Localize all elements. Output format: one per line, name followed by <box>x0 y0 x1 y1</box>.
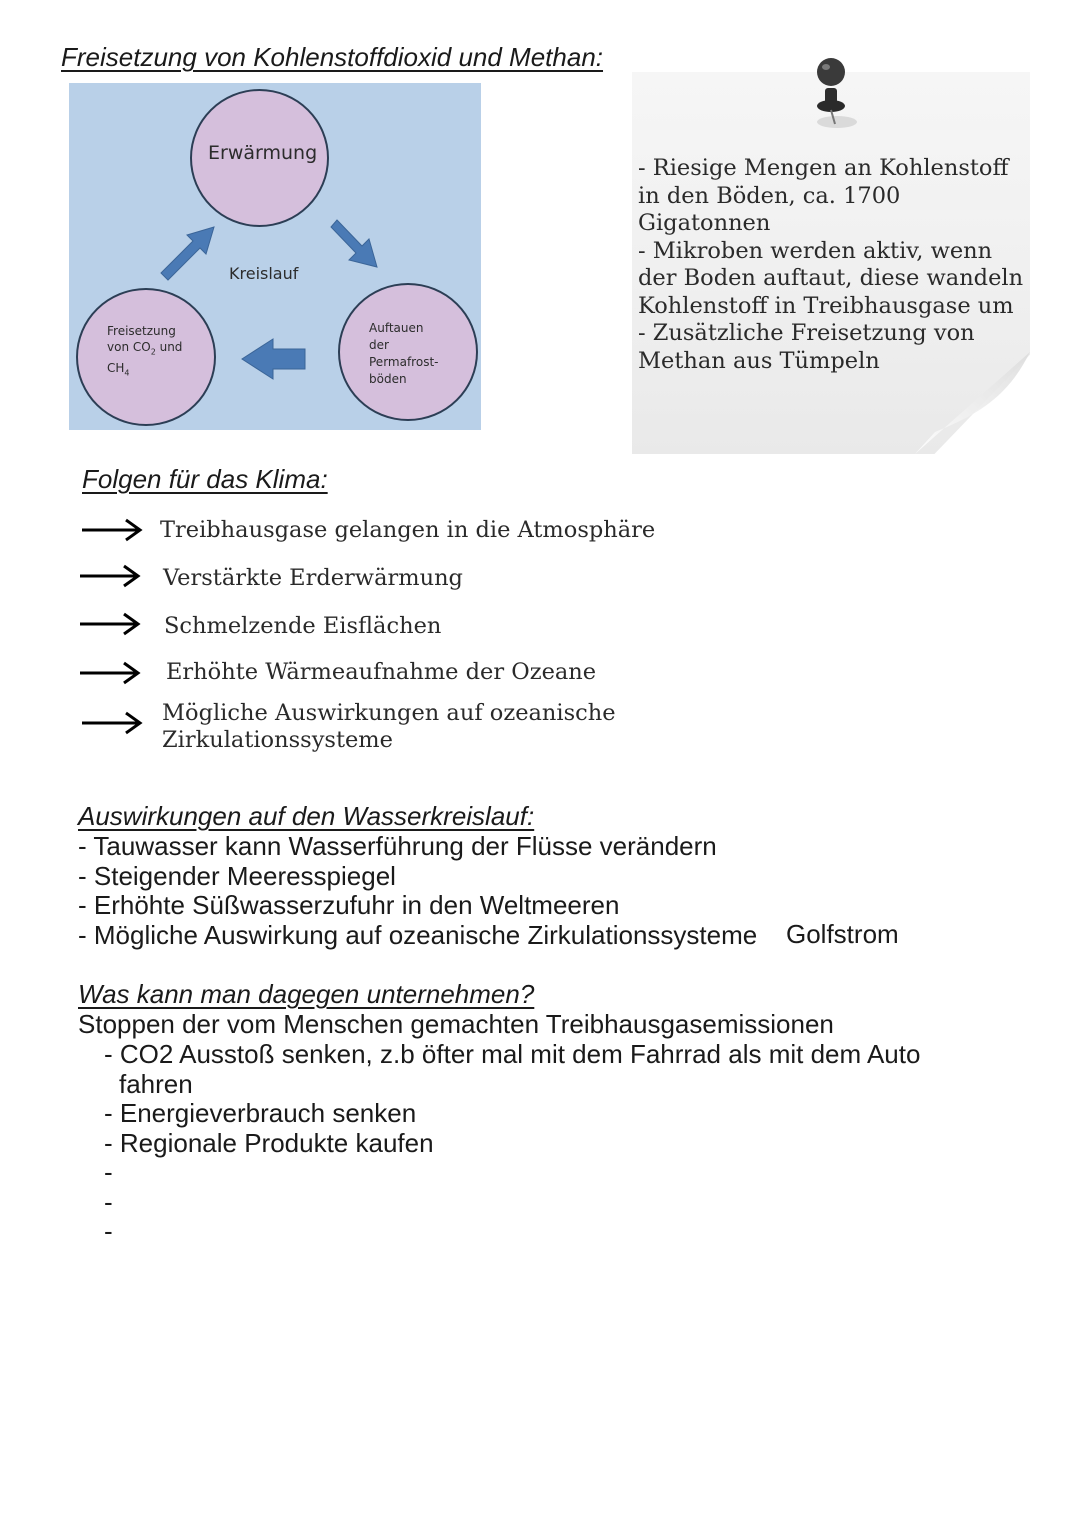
golfstrom-label: Golfstrom <box>786 919 899 949</box>
wasser-item: - Erhöhte Süßwasserzufuhr in den Weltmeeren <box>78 890 620 920</box>
arrow-right-icon <box>80 518 144 542</box>
massnahmen-intro: Stoppen der vom Menschen gemachten Treibhausgasemissionen <box>78 1009 834 1039</box>
massnahmen-item: fahren <box>119 1068 193 1099</box>
arrow-down-right-icon <box>331 220 377 267</box>
wasser-item: - Steigender Meeresspiegel <box>78 860 396 891</box>
massnahmen-list <box>104 1040 920 1247</box>
heading-massnahmen: Was kann man dagegen unternehmen? <box>78 979 535 1009</box>
freisetzung-label: Freisetzung von $CO_2$ und $CH_4$ <box>107 324 183 378</box>
note-line: in den Böden, ca. 1700 <box>638 182 901 209</box>
massnahmen-item: - CO2 Ausstoß senken, z.b öfter mal mit dem Fahrrad als mit dem Auto <box>104 1039 921 1069</box>
note-line: - Zusätzliche Freisetzung von <box>638 320 975 346</box>
erwaermung-label: Erwärmung <box>208 142 318 164</box>
klima-item: Schmelzende Eisflächen <box>164 613 442 639</box>
arrow-left-icon <box>242 339 305 379</box>
massnahmen-item: - Regionale Produkte kaufen <box>104 1127 434 1158</box>
massnahmen-item: - <box>104 1157 113 1187</box>
arrow-up-right-icon <box>161 227 214 280</box>
klima-item: Treibhausgase gelangen in die Atmosphäre <box>160 517 656 543</box>
arrow-right-icon <box>80 711 144 735</box>
klima-item: Mögliche Auswirkungen auf ozeanische Zirkulationssysteme <box>162 700 616 753</box>
note-line: Methan aus Tümpeln <box>638 347 880 374</box>
arrow-right-icon <box>78 661 142 685</box>
note-line: der Boden auftaut, diese wandeln <box>638 265 1024 291</box>
note-line: Gigatonnen <box>638 210 771 236</box>
heading-wasser: Auswirkungen auf den Wasserkreislauf: <box>78 801 535 831</box>
note-text <box>638 155 1028 375</box>
note-line: - Riesige Mengen an Kohlenstoff <box>638 155 1009 181</box>
kreislauf-diagram <box>69 83 481 430</box>
arrow-right-icon <box>78 564 142 588</box>
wasser-item: - Mögliche Auswirkung auf ozeanische Zirkulationssysteme <box>78 919 758 950</box>
massnahmen-item: - <box>104 1216 113 1246</box>
note-line: Kohlenstoff in Treibhausgase um <box>638 292 1014 319</box>
arrow-right-icon <box>78 612 142 636</box>
massnahmen-item: - Energieverbrauch senken <box>104 1098 417 1128</box>
pushpin-icon <box>795 52 865 137</box>
auftauen-label: Auftauen der Permafrost- böden <box>369 321 439 386</box>
wasser-list <box>78 832 757 950</box>
note-line: - Mikroben werden aktiv, wenn <box>638 237 993 264</box>
massnahmen-item: - <box>104 1186 113 1217</box>
cycle-arrows <box>69 83 481 430</box>
klima-item: Verstärkte Erderwärmung <box>163 565 463 591</box>
wasser-item: - Tauwasser kann Wasserführung der Flüsse verändern <box>78 831 717 861</box>
heading-klima: Folgen für das Klima: <box>82 464 328 494</box>
kreislauf-label: Kreislauf <box>229 264 299 283</box>
heading-freisetzung: Freisetzung von Kohlenstoffdioxid und Methan: <box>61 42 604 72</box>
klima-item: Erhöhte Wärmeaufnahme der Ozeane <box>166 659 597 685</box>
